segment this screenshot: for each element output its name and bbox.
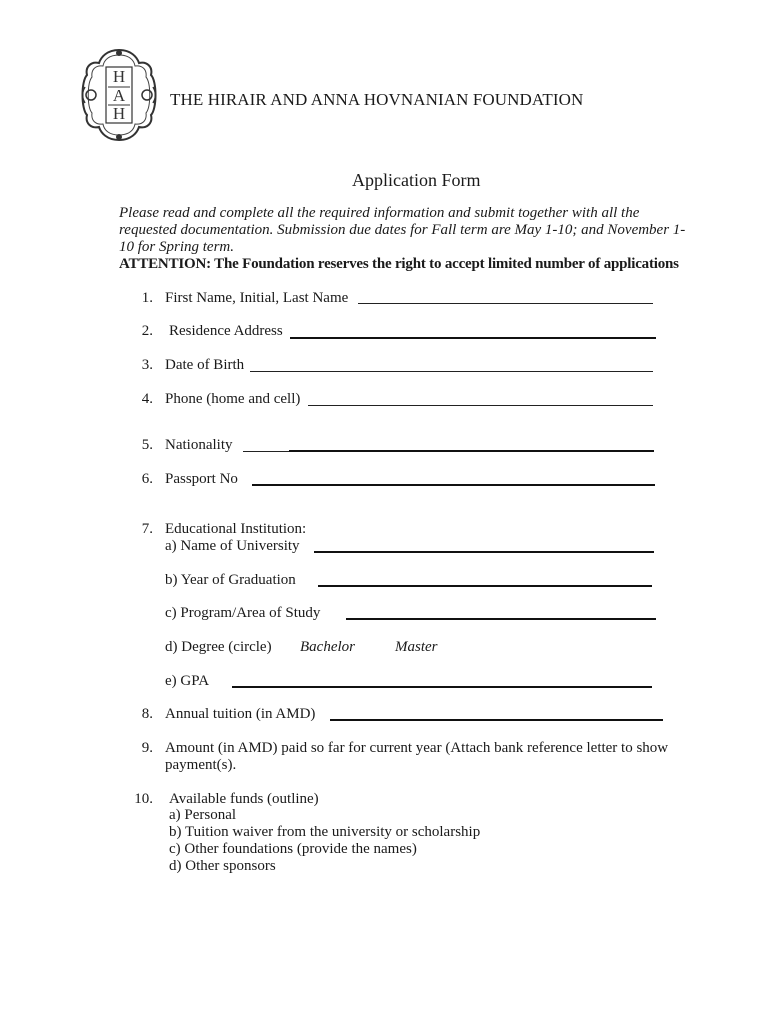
form-title: Application Form <box>352 170 481 190</box>
degree-label: d) Degree (circle) <box>165 639 272 655</box>
field-label: Amount (in AMD) paid so far for current year (Attach bank reference letter to show <box>165 740 669 756</box>
date-of-birth-input[interactable] <box>250 371 653 372</box>
program-label: c) Program/Area of Study <box>165 605 321 621</box>
item-number: 4. <box>141 391 153 407</box>
item-number: 5. <box>141 437 153 453</box>
item-number: 2. <box>141 323 153 339</box>
field-label-continued: payment(s). <box>165 757 237 773</box>
passport-no-input[interactable] <box>252 484 655 486</box>
field-label: Annual tuition (in AMD) <box>165 706 316 722</box>
graduation-year-label: b) Year of Graduation <box>165 572 296 588</box>
funds-other-sponsors: d) Other sponsors <box>169 858 276 874</box>
attention-notice: ATTENTION: The Foundation reserves the right to accept limited number of applications <box>119 256 679 272</box>
program-input[interactable] <box>346 618 656 620</box>
field-label: Passport No <box>165 471 238 487</box>
residence-address-input[interactable] <box>290 337 656 339</box>
item-number: 6. <box>141 471 153 487</box>
field-label: Residence Address <box>169 323 283 339</box>
organization-name: THE HIRAIR AND ANNA HOVNANIAN FOUNDATION <box>170 90 584 109</box>
gpa-input[interactable] <box>232 686 652 688</box>
field-label: Nationality <box>165 437 233 453</box>
field-label: Date of Birth <box>165 357 245 373</box>
logo-letter-a: A <box>112 86 126 105</box>
nationality-input-prefix[interactable] <box>243 451 289 452</box>
field-label: First Name, Initial, Last Name <box>165 290 349 306</box>
funds-personal: a) Personal <box>169 807 237 823</box>
university-name-input[interactable] <box>314 551 654 553</box>
full-name-input[interactable] <box>358 303 653 304</box>
field-label: Educational Institution: <box>165 521 307 537</box>
item-number: 3. <box>141 357 153 373</box>
annual-tuition-input[interactable] <box>330 719 663 721</box>
foundation-logo <box>79 47 159 143</box>
item-number: 10. <box>134 791 153 807</box>
intro-text: Please read and complete all the required information and submit together with all the requested documentation. Submission due dates for Fall term are May 1-10; and November 1-10 for Spring term. <box>119 205 686 255</box>
field-label: Phone (home and cell) <box>165 391 301 407</box>
item-number: 1. <box>141 290 153 306</box>
funds-tuition-waiver: b) Tuition waiver from the university or scholarship <box>169 824 481 840</box>
gpa-label: e) GPA <box>165 673 210 689</box>
graduation-year-input[interactable] <box>318 585 652 587</box>
logo-letter-h2: H <box>112 104 126 123</box>
degree-option-master[interactable]: Master <box>395 639 438 655</box>
field-label: Available funds (outline) <box>169 791 319 807</box>
university-name-label: a) Name of University <box>165 538 300 554</box>
nationality-input[interactable] <box>289 450 654 452</box>
logo-letter-h1: H <box>112 67 126 86</box>
item-number: 8. <box>141 706 153 722</box>
item-number: 9. <box>141 740 153 756</box>
degree-option-bachelor[interactable]: Bachelor <box>300 639 355 655</box>
item-number: 7. <box>141 521 153 537</box>
phone-input[interactable] <box>308 405 653 406</box>
funds-other-foundations: c) Other foundations (provide the names) <box>169 841 417 857</box>
